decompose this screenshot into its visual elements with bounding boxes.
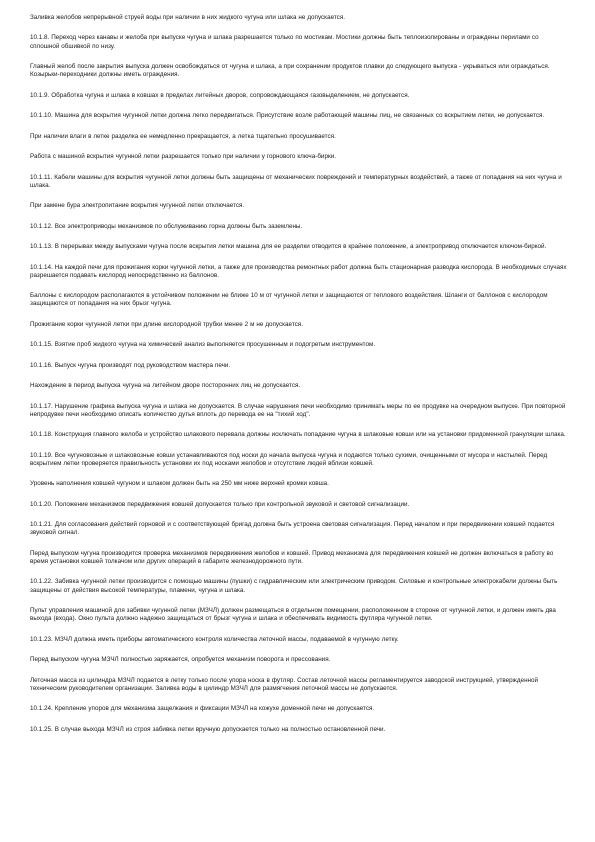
- paragraph-22: 10.1.20. Положение механизмов передвижения ковшей допускается только при контрольной звуковой и световой сигнализации.: [30, 500, 410, 508]
- paragraph-13: Баллоны с кислородом располагаются в устойчивом положении не ближе 10 м от чугунной летки и защищаются от теплового воздействия. Шланги от баллонов с кислородом защищаются от попадания на них брызг чугуна.: [30, 292, 548, 308]
- paragraph-16: 10.1.16. Выпуск чугуна производят под руководством мастера печи.: [30, 361, 231, 369]
- paragraph-10: 10.1.12. Все электроприводы механизмов по обслуживанию горна должны быть заземлены.: [30, 222, 303, 230]
- paragraph-21: Уровень наполнения ковшей чугуном и шлаком должен быть на 250 мм ниже верхней кромки ковша.: [30, 480, 329, 488]
- paragraph-2: 10.1.8. Переход через канавы и желоба при выпуске чугуна и шлака разрешается только по мостикам. Мостики должны быть теплоизолированы и ограждены перилами со сплошной обшивкой по низу.: [30, 34, 539, 50]
- paragraph-14: Прожигание корки чугунной летки при длине кислородной трубки менее 2 м не допускается.: [30, 320, 303, 328]
- paragraph-3: Главный желоб после закрытия выпуска должен освобождаться от чугуна и шлака, а при сохранении продуктов плавки до следующего выпуска - укрываться или ограждаться. Козырьки-переходники должны иметь ограждения.: [30, 63, 550, 79]
- paragraph-6: При наличии влаги в летке разделка ее немедленно прекращается, а летка тщательно просушивается.: [30, 132, 336, 140]
- paragraph-8: 10.1.11. Кабели машины для вскрытия чугунной летки должны быть защищены от механических повреждений и температурных воздействий, а также от попадания на них чугуна и шлака.: [30, 173, 562, 189]
- paragraph-27: 10.1.23. МЗЧЛ должна иметь приборы автоматического контроля количества леточной массы, подаваемой в чугунную летку.: [30, 635, 399, 643]
- paragraph-12: 10.1.14. На каждой печи для прожигания корки чугунной летки, а также для производства ремонтных работ должна быть стационарная разводка кислорода. В необходимых случаях разрешается подавать кислород непосредственно из баллонов.: [30, 263, 567, 279]
- paragraph-15: 10.1.15. Взятие проб жидкого чугуна на химический анализ выполняется просушенным и подогретым инструментом.: [30, 341, 376, 349]
- paragraph-24: Перед выпуском чугуна производится проверка механизмов передвижения желобов и ковшей. Привод механизма для передвижения ковшей не должен включаться в работу во время установки ковшей толкачом или других операций в габарите железнодорожного пути.: [30, 549, 554, 565]
- paragraph-25: 10.1.22. Забивка чугунной летки производится с помощью машины (пушки) с гидравлическим или электрическим приводом. Силовые и контрольные электрокабели должны быть защищены от действия высокой температуры, пламени, чугуна и шлака.: [30, 578, 558, 594]
- paragraph-23: 10.1.21. Для согласования действий горновой и с соответствующей бригад должна быть устроена световая сигнализация. Перед началом и при передвижении ковшей подается звуковой сигнал.: [30, 521, 555, 537]
- paragraph-20: 10.1.19. Все чугуновозные и шлаковозные ковши устанавливаются под носки до начала выпуска чугуна и подаются только сухими, очищенными от мусора и настылей. Перед вскрытием летки проверяется правильность установки их под носками желобов и отсутствие людей вблизи ковшей.: [30, 451, 548, 467]
- paragraph-9: При замене бура электропитание вскрытия чугунной летки отключается.: [30, 202, 245, 210]
- paragraph-19: 10.1.18. Конструкция главного желоба и устройство шлакового перевала должны исключать попадание чугуна в шлаковые ковши или на установки придоменной грануляции шлака.: [30, 431, 566, 439]
- paragraph-7: Работа с машиной вскрытия чугунной летки разрешается только при наличии у горнового ключа-бирки.: [30, 153, 336, 161]
- paragraph-31: 10.1.25. В случае выхода МЗЧЛ из строя забивка летки вручную допускается только на полностью остановленной печи.: [30, 725, 386, 733]
- paragraph-18: 10.1.17. Нарушение графика выпуска чугуна и шлака не допускается. В случае нарушения печи необходимо принимать меры по ее продувке на очередном выпуске. При повторной непродувке печи необходимо описать количество дутья вплоть до перевода ее на "тихий ход".: [30, 402, 566, 418]
- paragraph-29: Леточная масса из цилиндра МЗЧЛ подается в летку только после упора носка в футляр. Состав леточной массы регламентируется заводской инструкцией, утвержденной техническим руководителем организации. Заливка воды в цилиндр МЗЧЛ для размягчения леточной массы не допускается.: [30, 676, 539, 692]
- paragraph-11: 10.1.13. В перерывах между выпусками чугуна после вскрытия летки машина для ее разделки отводится в крайнее положение, а электропривод отключается ключом-биркой.: [30, 243, 547, 251]
- paragraph-28: Перед выпуском чугуна МЗЧЛ полностью заряжается, опробуется механизм поворота и прессования.: [30, 656, 331, 664]
- paragraph-26: Пульт управления машиной для забивки чугунной летки (МЗЧЛ) должен размещаться в отдельном помещении, расположенном в стороне от чугунной летки, и должен иметь два выхода (входа). Окно пульта должно надежно защищаться от брызг чугуна и шлака и обеспечивать видимость футляра чугунной летки.: [30, 607, 556, 623]
- paragraph-30: 10.1.24. Крепление упоров для механизма защелкания и фиксации МЗЧЛ на кожухе доменной печи не допускается.: [30, 705, 375, 713]
- document-page: [30, 14, 567, 746]
- paragraph-5: 10.1.10. Машина для вскрытия чугунной летки должна легко передвигаться. Присутствие возле работающей машины лиц, не связанных со вскрытием летки, не допускается.: [30, 112, 545, 120]
- paragraph-4: 10.1.9. Обработка чугуна и шлака в ковшах в пределах литейных дворов, сопровождающаяся газовыделением, не допускается.: [30, 91, 410, 99]
- paragraph-17: Нахождение в период выпуска чугуна на литейном дворе посторонних лиц не допускается.: [30, 382, 301, 390]
- paragraph-1: Заливка желобов непрерывной струей воды при наличии в них жидкого чугуна или шлака не допускается.: [30, 14, 345, 21]
